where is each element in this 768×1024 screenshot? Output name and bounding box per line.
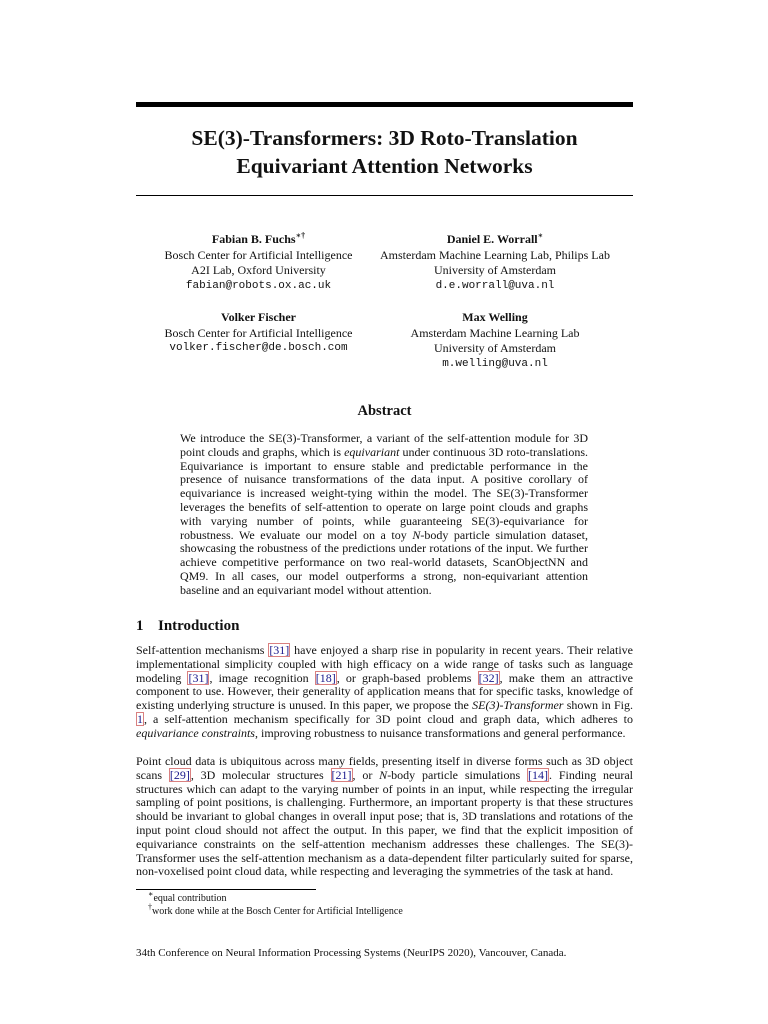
footnote-text: equal contribution [153, 893, 227, 904]
footnote-text: work done while at the Bosch Center for Artificial Intelligence [152, 906, 403, 917]
body-paragraph: Point cloud data is ubiquitous across many fields, presenting itself in diverse forms such as 3D object scans [29], 3D molecular structures [21], or N-body particle simulations [14]. Finding neural structures which can adapt to the varying number of points in an input, while respecting the irregular sampling of point positions, is challenging. Furthermore, an important property is that these structures should be invariant to global changes in overall input pose; that is, 3D translations and rotations of the input point cloud should not affect the output. In this paper, we find that the explicit imposition of equivariance constraints on the self-attention mechanism addresses these challenges. The SE(3)-Transformer uses the self-attention mechanism as a data-dependent filter particularly suited for sparse, non-voxelised point cloud data, while respecting and leveraging the symmetries of the task at hand. [136, 754, 634, 879]
author-affiliation: Amsterdam Machine Learning Lab [410, 325, 580, 340]
citation-link[interactable]: [31] [188, 670, 209, 685]
author-name: Fabian B. Fuchs∗† [211, 231, 306, 246]
footnote-rule [136, 889, 316, 890]
author-affiliation: Bosch Center for Artificial Intelligence [164, 247, 353, 262]
title-top-rule [136, 102, 633, 107]
author-email[interactable]: d.e.worrall@uva.nl [435, 279, 555, 292]
body-paragraph: Self-attention mechanisms [31] have enjoyed a sharp rise in popularity in recent years. Their relative implementational simplicity coupled with high efficacy on a wide range of tasks such as language modeling [31], image recognition [18], or graph-based problems [32], make them an attractive component to use. However, their generality of application means that for specific tasks, knowledge of existing underlying structure is unused. In this paper, we propose the SE(3)-Transformer shown in Fig. 1, a self-attention mechanism specifically for 3D point cloud and graph data, which adheres to equivariance constraints, improving robustness to nuisance transformations and general performance. [136, 643, 634, 740]
author-affiliation: Amsterdam Machine Learning Lab, Philips Lab [380, 247, 610, 262]
abstract-heading: Abstract [357, 403, 412, 419]
title-bottom-rule [136, 195, 633, 196]
title-line-2: Equivariant Attention Networks [236, 154, 533, 178]
author-marks: ∗† [295, 231, 306, 240]
author-block [136, 232, 381, 294]
footnote-mark: ∗ [148, 889, 154, 899]
author-affiliation: University of Amsterdam [434, 341, 556, 355]
section-number: 1 [136, 618, 144, 634]
footnote [148, 889, 227, 905]
author-block [136, 310, 381, 357]
author-affiliation: Bosch Center for Artificial Intelligence [164, 325, 353, 340]
footnote [148, 902, 403, 918]
footnote-mark: † [148, 902, 152, 912]
author-name: Daniel E. Worrall∗ [446, 231, 544, 246]
section-title: Introduction [158, 618, 240, 634]
citation-link[interactable]: [29] [169, 767, 190, 782]
author-marks: ∗ [537, 231, 544, 240]
author-block [370, 232, 620, 294]
section-heading [136, 618, 239, 635]
author-name: Max Welling [462, 310, 528, 324]
author-email[interactable]: volker.fischer@de.bosch.com [169, 342, 348, 354]
citation-link[interactable]: [31] [269, 643, 290, 657]
author-email[interactable]: fabian@robots.ox.ac.uk [185, 279, 332, 292]
abstract-text: We introduce the SE(3)-Transformer, a variant of the self-attention module for 3D point clouds and graphs, which is equivariant under continuous 3D roto-translations. Equivariance is important to ensure stable and predictable performance in the presence of nuisance transformations of the data input. A positive corollary of equivariance is increased weight-tying within the model. The SE(3)-Transformer leverages the benefits of self-attention to operate on large point clouds and graphs with varying number of points, while guaranteeing SE(3)-equivariance for robustness. We evaluate our model on a toy N-body particle simulation dataset, showcasing the robustness of the predictions under rotations of the input. We further achieve competitive performance on two real-world datasets, ScanObjectNN and QM9. In all cases, our model outperforms a strong, non-equivariant attention baseline and an equivariant model without attention. [180, 431, 588, 597]
citation-link[interactable]: [21] [331, 767, 352, 782]
author-name: Volker Fischer [221, 310, 296, 324]
citation-link[interactable]: [14] [528, 767, 549, 782]
author-affiliation: A2I Lab, Oxford University [191, 263, 326, 277]
citation-link[interactable]: [32] [478, 670, 499, 685]
citation-link[interactable]: [18] [315, 670, 336, 685]
author-email[interactable]: m.welling@uva.nl [442, 357, 548, 370]
author-affiliation: University of Amsterdam [434, 263, 556, 277]
paper-title [136, 124, 633, 180]
author-block [370, 310, 620, 372]
conference-venue: 34th Conference on Neural Information Processing Systems (NeurIPS 2020), Vancouver, Canada. [136, 947, 567, 959]
figure-link[interactable]: 1 [137, 711, 143, 726]
title-line-1: SE(3)-Transformers: 3D Roto-Translation [191, 126, 578, 150]
